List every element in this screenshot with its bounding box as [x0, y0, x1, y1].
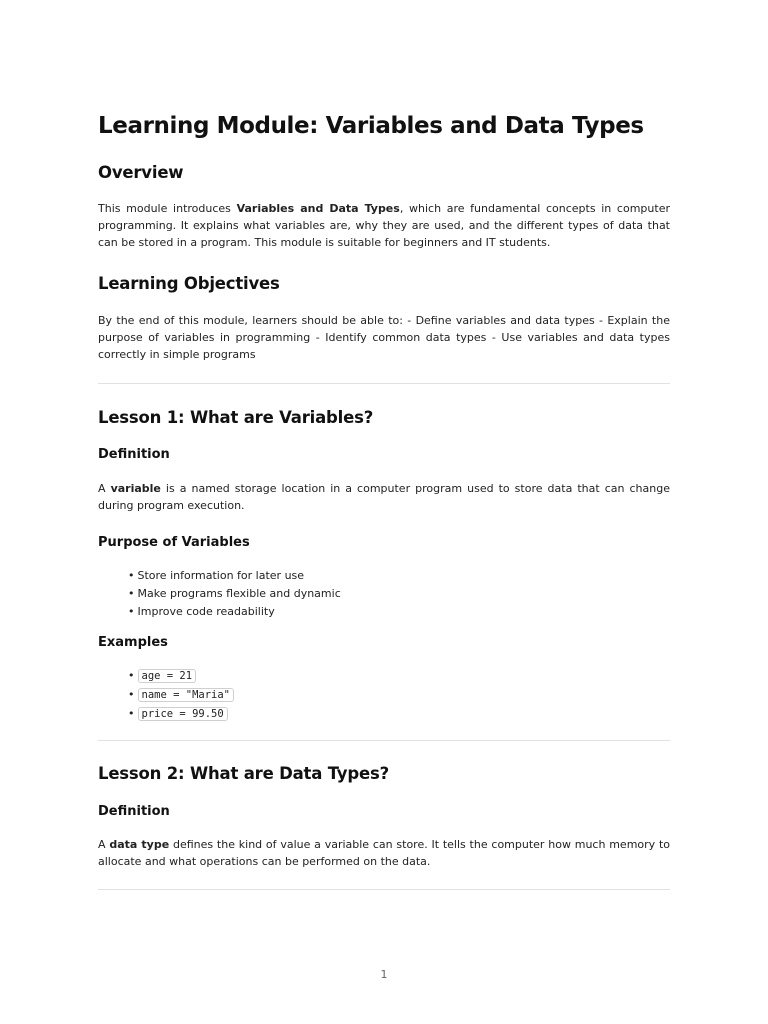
page-title: Learning Module: Variables and Data Types [98, 113, 644, 139]
lesson1-heading: Lesson 1: What are Variables? [98, 408, 374, 427]
objectives-paragraph: By the end of this module, learners should be able to: - Define variables and data types - Explain the purpose of variables in programming - Identify common data types - Use variables and data types correctly in simple programs [98, 314, 670, 362]
overview-paragraph [98, 200, 670, 252]
page-number: 1 [380, 968, 388, 981]
list-item [128, 585, 341, 603]
overview-text-bold: Variables and Data Types [236, 202, 400, 215]
code-example: age = 21 [138, 669, 197, 683]
bullet: • [128, 687, 135, 701]
bullet: • [128, 604, 135, 618]
list-item [128, 705, 234, 724]
overview-heading: Overview [98, 163, 184, 182]
purpose-item-label: Make programs flexible and dynamic [137, 586, 341, 600]
bullet: • [128, 669, 135, 682]
code-example: price = 99.50 [138, 707, 228, 721]
bullet: • [128, 569, 135, 582]
purpose-heading: Purpose of Variables [98, 535, 250, 550]
overview-text-pre: This module introduces [98, 202, 237, 215]
purpose-item-label: Improve code readability [137, 604, 275, 618]
lesson2-definition-pre: A [98, 838, 110, 851]
divider [98, 740, 670, 741]
list-item [128, 667, 234, 686]
lesson1-definition-bold: variable [110, 482, 161, 495]
examples-heading: Examples [98, 635, 168, 650]
lesson1-definition-heading: Definition [98, 447, 170, 462]
list-item [128, 686, 234, 705]
objectives-heading: Learning Objectives [98, 274, 280, 293]
list-item [128, 567, 341, 585]
lesson1-definition-paragraph [98, 480, 670, 514]
overview-text-post: , which are fundamental concepts in computer programming. It explains what variables are, why they are used, and the different types of data that can be stored in a program. This module is suitable for beginners and IT students. [98, 202, 670, 250]
bullet: • [128, 706, 135, 720]
lesson1-definition-pre: A [98, 482, 111, 495]
lesson2-definition-heading: Definition [98, 804, 170, 819]
lesson2-definition-post: defines the kind of value a variable can store. It tells the computer how much memory to allocate and what operations can be performed on the data. [98, 838, 671, 869]
purpose-list [128, 567, 341, 620]
lesson1-definition-post: is a named storage location in a computer program used to store data that can change during program execution. [98, 482, 670, 513]
lesson2-heading: Lesson 2: What are Data Types? [98, 764, 389, 783]
bullet: • [128, 586, 135, 600]
purpose-item-label: Store information for later use [137, 569, 305, 582]
lesson2-definition-paragraph [98, 836, 670, 870]
divider [98, 889, 670, 890]
code-example: name = "Maria" [138, 688, 235, 702]
list-item [128, 603, 341, 621]
divider [98, 383, 670, 384]
examples-list [128, 667, 234, 723]
lesson2-definition-bold: data type [109, 838, 170, 851]
